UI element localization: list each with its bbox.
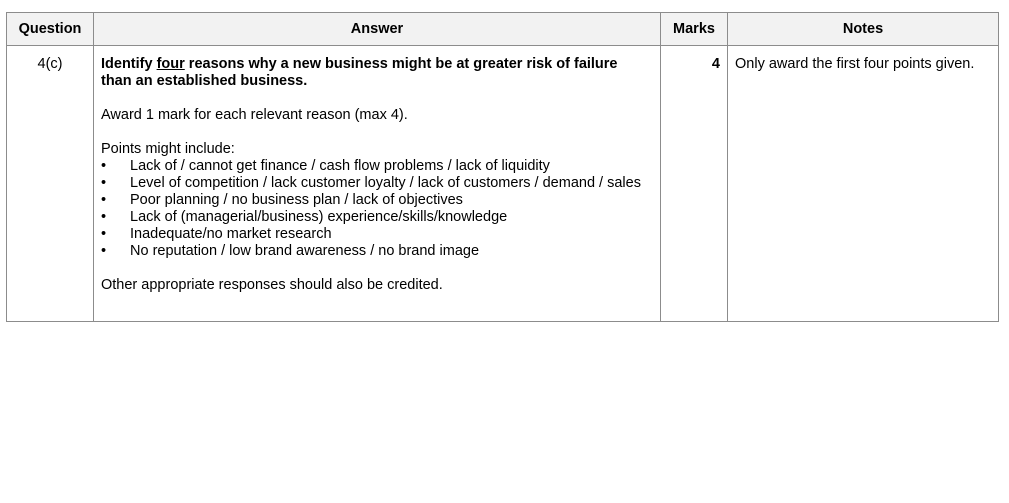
point-text: Inadequate/no market research: [130, 226, 332, 242]
header-row: [7, 13, 999, 46]
point-text: Level of competition / lack customer loyalty / lack of customers / demand / sales: [130, 175, 641, 191]
bullet-icon: •: [101, 243, 107, 259]
marks-value: 4: [661, 46, 728, 322]
closing-note: Other appropriate responses should also be credited.: [101, 277, 443, 293]
bullet-icon: •: [101, 192, 107, 208]
header-question: Question: [7, 13, 94, 46]
award-instruction: Award 1 mark for each relevant reason (max 4).: [101, 107, 408, 123]
point-text: Poor planning / no business plan / lack of objectives: [130, 192, 463, 208]
list-item: [101, 158, 652, 175]
point-text: Lack of / cannot get finance / cash flow problems / lack of liquidity: [130, 158, 550, 174]
header-notes: Notes: [728, 13, 999, 46]
notes-text: Only award the first four points given.: [728, 46, 999, 322]
bullet-icon: •: [101, 175, 107, 191]
list-item: [101, 192, 652, 209]
list-item: [101, 209, 652, 226]
answer-cell: [94, 46, 661, 322]
header-answer: Answer: [94, 13, 661, 46]
prompt-emphasis: four: [156, 56, 185, 72]
question-number: 4(c): [7, 46, 94, 322]
prompt-text-start: Identify: [101, 56, 157, 72]
bullet-icon: •: [101, 209, 107, 225]
header-marks: Marks: [661, 13, 728, 46]
point-text: Lack of (managerial/business) experience/skills/knowledge: [130, 209, 508, 225]
points-list: [101, 158, 652, 260]
question-prompt: [101, 56, 652, 90]
prompt-text-end: reasons why a new business might be at greater risk of failure than an established business.: [101, 56, 618, 89]
points-intro: Points might include:: [101, 141, 235, 157]
bullet-icon: •: [101, 226, 107, 242]
bullet-icon: •: [101, 158, 107, 174]
table-row: [7, 46, 999, 322]
list-item: [101, 175, 652, 192]
list-item: [101, 226, 652, 243]
mark-scheme-table: [6, 12, 999, 322]
point-text: No reputation / low brand awareness / no brand image: [130, 243, 480, 259]
list-item: [101, 243, 652, 260]
